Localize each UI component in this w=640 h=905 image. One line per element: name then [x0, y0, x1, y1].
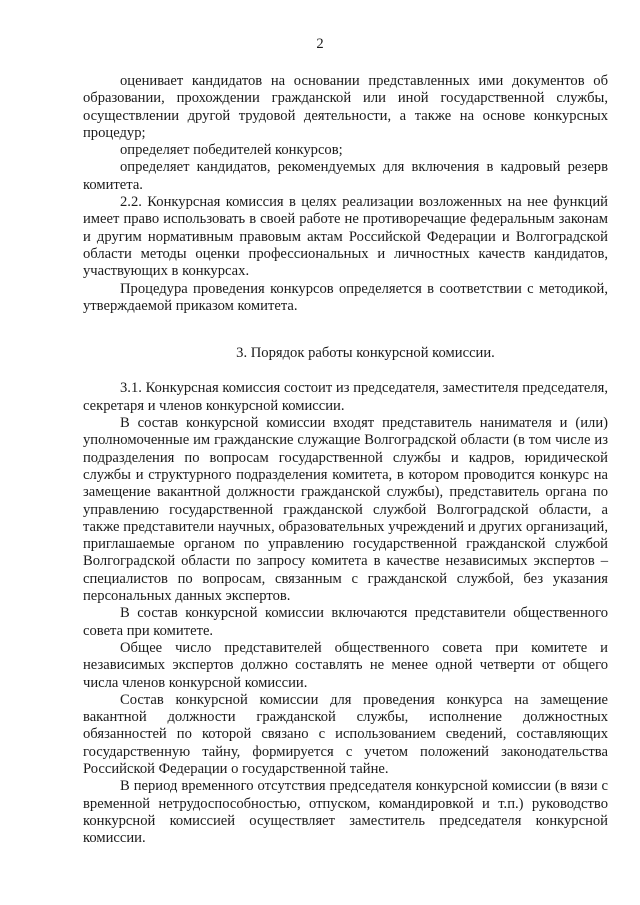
section-heading: 3. Порядок работы конкурсной комиссии. [236, 345, 495, 362]
paragraph: 2.2. Конкурсная комиссия в целях реализации возложенных на нее функций имеет право использовать в своей работе не противоречащие федеральным законам и другим нормативным правовым актам Российской Федерации и Волгоградской области методы оценки профессиональных и личностных качеств кандидатов, участвующих в конкурсах. [83, 194, 608, 280]
paragraph: Состав конкурсной комиссии для проведения конкурса на замещение вакантной должности гражданской службы, исполнение должностных обязанностей по которой связано с использованием сведений, составляющих государственную тайну, формируется с учетом положений законодательства Российской Федерации о государственной тайне. [83, 691, 608, 777]
paragraph: В состав конкурсной комиссии включаются представители общественного совета при комитете. [83, 605, 608, 639]
document-body [83, 73, 608, 847]
paragraph: оценивает кандидатов на основании представленных ими документов об образовании, прохождении гражданской или иной государственной службы, осуществлении другой трудовой деятельности, а также на основе конкурсных процедур; [83, 73, 608, 141]
paragraph: Общее число представителей общественного совета при комитете и независимых экспертов должно составлять не менее одной четверти от общего числа членов конкурсной комиссии. [83, 639, 608, 691]
paragraph: 3.1. Конкурсная комиссия состоит из председателя, заместителя председателя, секретаря и членов конкурсной комиссии. [83, 380, 608, 414]
page-number: 2 [316, 36, 324, 52]
paragraph: Процедура проведения конкурсов определяется в соответствии с методикой, утверждаемой приказом комитета. [83, 280, 608, 314]
paragraph: определяет кандидатов, рекомендуемых для включения в кадровый резерв комитета. [83, 159, 608, 193]
paragraph: В период временного отсутствия председателя конкурсной комиссии (в вязи с временной нетрудоспособностью, отпуском, командировкой и т.п.) руководство конкурсной комиссией осуществляет заместитель председателя конкурсной комиссии. [83, 778, 608, 847]
paragraph: В состав конкурсной комиссии входят представитель нанимателя и (или) уполномоченные им гражданские служащие Волгоградской области (в том числе из подразделения по вопросам государственной службы и кадров, юридической службы и структурного подразделения комитета, в котором проводится конкурс на замещение вакантной должности гражданской службы), представитель органа по управлению государственной гражданской службой Волгоградской области, а также представители научных, образовательных учреждений и других организаций, приглашаемые органом по управлению государственной гражданской службой Волгоградской области по запросу комитета в качестве независимых экспертов – специалистов по вопросам, связанным с гражданской службой, без указания персональных данных экспертов. [83, 415, 608, 605]
paragraph: определяет победителей конкурсов; [120, 142, 343, 159]
